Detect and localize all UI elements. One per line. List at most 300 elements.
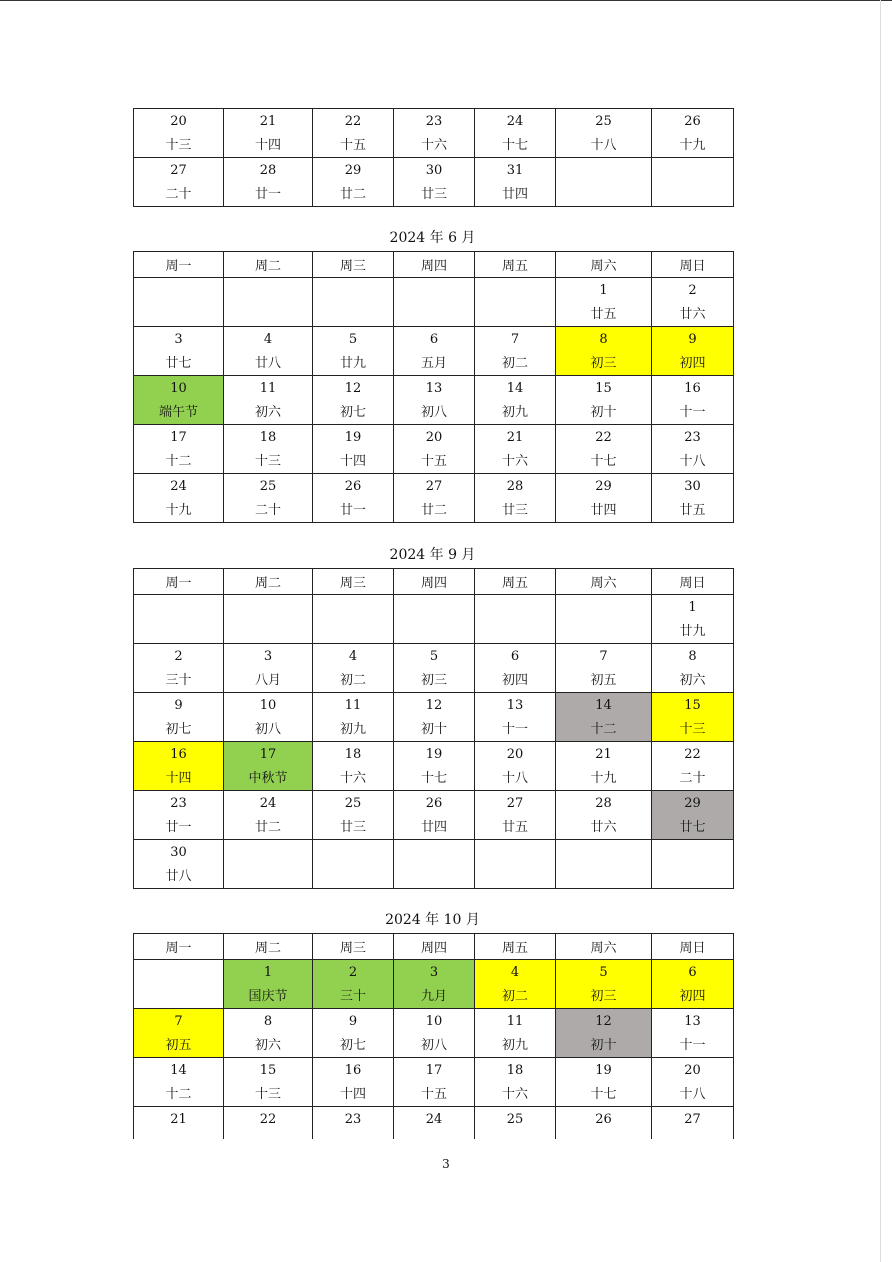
lunar-day: 十二 (165, 1087, 192, 1102)
week-row (134, 1009, 734, 1058)
day-cell (224, 960, 313, 1009)
solar-day: 12 (344, 381, 362, 396)
day-cell (556, 376, 652, 425)
solar-day: 21 (170, 1112, 187, 1127)
day-cell (556, 474, 652, 523)
solar-day: 21 (259, 114, 277, 129)
lunar-day: 八月 (254, 673, 281, 688)
day-cell (394, 109, 475, 158)
day-cell (394, 1058, 475, 1107)
lunar-day: 五月 (420, 356, 447, 371)
day-cell (556, 644, 652, 693)
day-cell (652, 474, 734, 523)
lunar-day: 十七 (590, 1087, 617, 1102)
solar-day: 24 (506, 114, 524, 129)
week-row (134, 109, 734, 158)
solar-day: 25 (344, 796, 362, 811)
lunar-day: 十九 (679, 138, 706, 153)
weekday-header: 周五 (475, 252, 556, 278)
solar-day: 24 (170, 479, 187, 494)
lunar-day: 十二 (165, 454, 192, 469)
solar-day: 26 (425, 796, 443, 811)
lunar-day: 初二 (501, 989, 528, 1004)
day-cell (134, 840, 224, 889)
empty-cell (134, 595, 224, 644)
weekday-header: 周六 (556, 252, 652, 278)
day-cell (652, 693, 734, 742)
lunar-day: 十六 (339, 771, 366, 786)
solar-day: 4 (263, 332, 273, 347)
lunar-day: 十三 (165, 138, 192, 153)
lunar-day: 二十 (679, 771, 706, 786)
day-cell (134, 1058, 224, 1107)
lunar-day: 廿四 (501, 187, 528, 202)
day-cell (394, 1107, 475, 1140)
lunar-day: 初七 (339, 1038, 366, 1053)
weekday-header: 周日 (652, 252, 734, 278)
solar-day: 17 (259, 747, 277, 762)
lunar-day: 廿三 (339, 820, 366, 835)
solar-day: 20 (506, 747, 524, 762)
month-title: 2024 年 10 月 (385, 912, 480, 928)
solar-day: 30 (170, 845, 187, 860)
calendar-table (133, 933, 734, 1139)
day-cell (652, 1058, 734, 1107)
solar-day: 28 (259, 163, 277, 178)
lunar-day: 初十 (590, 405, 617, 420)
day-cell (134, 474, 224, 523)
solar-day: 10 (259, 698, 277, 713)
weekday-header-row (134, 934, 734, 960)
lunar-day: 十八 (590, 138, 617, 153)
day-cell (134, 327, 224, 376)
week-row (134, 327, 734, 376)
solar-day: 9 (688, 332, 697, 347)
solar-day: 26 (684, 114, 701, 129)
lunar-day: 十八 (679, 454, 706, 469)
solar-day: 2 (348, 965, 358, 980)
lunar-day: 初四 (679, 989, 706, 1004)
solar-day: 18 (259, 430, 277, 445)
day-cell (224, 158, 313, 207)
lunar-day: 廿三 (501, 503, 528, 518)
day-cell (224, 109, 313, 158)
solar-day: 14 (170, 1063, 187, 1078)
day-cell (134, 644, 224, 693)
day-cell (652, 327, 734, 376)
lunar-day: 初六 (254, 1038, 281, 1053)
day-cell (556, 1009, 652, 1058)
week-row (134, 644, 734, 693)
solar-day: 30 (684, 479, 701, 494)
lunar-day: 廿二 (254, 820, 281, 835)
empty-cell (394, 278, 475, 327)
day-cell (134, 376, 224, 425)
solar-day: 13 (506, 698, 524, 713)
solar-day: 2 (688, 283, 697, 298)
weekday-header: 周六 (556, 569, 652, 595)
day-cell (652, 425, 734, 474)
lunar-day: 初十 (420, 722, 447, 737)
weekday-header: 周二 (224, 252, 313, 278)
solar-day: 9 (174, 698, 183, 713)
solar-day: 6 (688, 965, 697, 980)
day-cell (556, 109, 652, 158)
solar-day: 11 (506, 1014, 524, 1029)
solar-day: 3 (174, 332, 183, 347)
solar-day: 28 (595, 796, 612, 811)
day-cell (224, 425, 313, 474)
day-cell (224, 376, 313, 425)
month-title: 2024 年 6 月 (389, 230, 476, 246)
weekday-header: 周三 (313, 934, 394, 960)
day-cell (556, 791, 652, 840)
weekday-header-row (134, 252, 734, 278)
day-cell (224, 644, 313, 693)
day-cell (224, 1058, 313, 1107)
lunar-day: 初三 (590, 356, 617, 371)
lunar-day: 初九 (339, 722, 366, 737)
day-cell (224, 742, 313, 791)
lunar-day: 十四 (165, 771, 192, 786)
lunar-day: 初二 (339, 673, 366, 688)
empty-cell (556, 158, 652, 207)
lunar-day: 十五 (420, 1087, 447, 1102)
day-cell (652, 791, 734, 840)
lunar-day: 十三 (679, 722, 706, 737)
day-cell (652, 278, 734, 327)
day-cell (475, 693, 556, 742)
lunar-day: 初三 (590, 989, 617, 1004)
lunar-day: 十六 (501, 1087, 528, 1102)
solar-day: 13 (684, 1014, 701, 1029)
solar-day: 17 (425, 1063, 443, 1078)
day-cell (313, 791, 394, 840)
lunar-day: 国庆节 (248, 989, 288, 1004)
day-cell (556, 1058, 652, 1107)
day-cell (652, 1009, 734, 1058)
calendar-table (133, 108, 734, 207)
weekday-header: 周五 (475, 934, 556, 960)
week-row (134, 791, 734, 840)
day-cell (394, 1009, 475, 1058)
empty-cell (313, 595, 394, 644)
solar-day: 8 (688, 649, 697, 664)
solar-day: 6 (510, 649, 520, 664)
solar-day: 29 (344, 163, 362, 178)
empty-cell (475, 595, 556, 644)
lunar-day: 初九 (501, 405, 528, 420)
solar-day: 4 (348, 649, 358, 664)
solar-day: 25 (259, 479, 277, 494)
day-cell (556, 1107, 652, 1140)
solar-day: 14 (595, 698, 612, 713)
empty-cell (652, 840, 734, 889)
solar-day: 14 (506, 381, 524, 396)
solar-day: 15 (595, 381, 612, 396)
day-cell (475, 1107, 556, 1140)
solar-day: 15 (684, 698, 701, 713)
day-cell (394, 376, 475, 425)
solar-day: 11 (344, 698, 362, 713)
solar-day: 4 (510, 965, 520, 980)
lunar-day: 初七 (339, 405, 366, 420)
lunar-day: 廿七 (679, 820, 706, 835)
solar-day: 18 (506, 1063, 524, 1078)
solar-day: 20 (425, 430, 443, 445)
lunar-day: 初二 (501, 356, 528, 371)
week-row (134, 376, 734, 425)
lunar-day: 十一 (679, 405, 706, 420)
empty-cell (556, 840, 652, 889)
day-cell (134, 742, 224, 791)
day-cell (134, 109, 224, 158)
day-cell (313, 1009, 394, 1058)
solar-day: 8 (263, 1014, 273, 1029)
day-cell (652, 960, 734, 1009)
day-cell (475, 474, 556, 523)
solar-day: 11 (259, 381, 277, 396)
lunar-day: 廿五 (590, 307, 617, 322)
solar-day: 6 (429, 332, 439, 347)
lunar-day: 十六 (501, 454, 528, 469)
lunar-day: 十一 (679, 1038, 706, 1053)
lunar-day: 二十 (165, 187, 192, 202)
empty-cell (134, 960, 224, 1009)
solar-day: 1 (599, 283, 608, 298)
day-cell (475, 425, 556, 474)
weekday-header: 周四 (394, 934, 475, 960)
week-row (134, 425, 734, 474)
solar-day: 31 (506, 163, 524, 178)
weekday-header: 周四 (394, 252, 475, 278)
lunar-day: 十五 (420, 454, 447, 469)
weekday-header: 周一 (134, 569, 224, 595)
lunar-day: 廿四 (420, 820, 447, 835)
week-row (134, 840, 734, 889)
lunar-day: 廿七 (165, 356, 192, 371)
lunar-day: 廿五 (501, 820, 528, 835)
solar-day: 25 (595, 114, 612, 129)
weekday-header: 周四 (394, 569, 475, 595)
lunar-day: 廿九 (679, 624, 706, 639)
empty-cell (134, 278, 224, 327)
empty-cell (394, 840, 475, 889)
day-cell (556, 327, 652, 376)
page-top-border (0, 0, 892, 1)
day-cell (652, 644, 734, 693)
day-cell (556, 278, 652, 327)
solar-day: 13 (425, 381, 443, 396)
solar-day: 23 (684, 430, 701, 445)
weekday-header: 周二 (224, 934, 313, 960)
lunar-day: 十四 (339, 454, 366, 469)
solar-day: 19 (344, 430, 362, 445)
solar-day: 24 (425, 1112, 443, 1127)
solar-day: 26 (344, 479, 362, 494)
solar-day: 26 (595, 1112, 612, 1127)
solar-day: 27 (684, 1112, 701, 1127)
lunar-day: 二十 (254, 503, 281, 518)
day-cell (394, 644, 475, 693)
week-row (134, 742, 734, 791)
solar-day: 27 (425, 479, 443, 494)
lunar-day: 十四 (254, 138, 281, 153)
day-cell (313, 960, 394, 1009)
lunar-day: 端午节 (158, 405, 198, 420)
day-cell (475, 327, 556, 376)
day-cell (652, 595, 734, 644)
solar-day: 20 (170, 114, 187, 129)
lunar-day: 廿五 (679, 503, 706, 518)
solar-day: 9 (348, 1014, 358, 1029)
empty-cell (224, 278, 313, 327)
day-cell (224, 791, 313, 840)
lunar-day: 十四 (339, 1087, 366, 1102)
lunar-day: 廿九 (339, 356, 366, 371)
solar-day: 5 (429, 649, 439, 664)
lunar-day: 十八 (501, 771, 528, 786)
weekday-header-row (134, 569, 734, 595)
day-cell (394, 960, 475, 1009)
day-cell (475, 109, 556, 158)
day-cell (224, 693, 313, 742)
day-cell (134, 791, 224, 840)
day-cell (475, 376, 556, 425)
empty-cell (652, 158, 734, 207)
empty-cell (475, 840, 556, 889)
solar-day: 12 (425, 698, 443, 713)
solar-day: 22 (259, 1112, 277, 1127)
day-cell (134, 1107, 224, 1140)
day-cell (475, 1058, 556, 1107)
week-row (134, 158, 734, 207)
empty-cell (224, 840, 313, 889)
day-cell (475, 960, 556, 1009)
page-right-edge (880, 0, 881, 1262)
day-cell (394, 693, 475, 742)
day-cell (313, 158, 394, 207)
day-cell (652, 109, 734, 158)
lunar-day: 廿六 (679, 307, 706, 322)
day-cell (313, 693, 394, 742)
lunar-day: 十八 (679, 1087, 706, 1102)
lunar-day: 初七 (165, 722, 192, 737)
solar-day: 5 (599, 965, 608, 980)
lunar-day: 初四 (501, 673, 528, 688)
day-cell (556, 742, 652, 791)
solar-day: 16 (344, 1063, 362, 1078)
solar-day: 19 (595, 1063, 612, 1078)
lunar-day: 廿四 (590, 503, 617, 518)
weekday-header: 周三 (313, 569, 394, 595)
solar-day: 12 (595, 1014, 612, 1029)
week-row (134, 595, 734, 644)
solar-day: 22 (684, 747, 701, 762)
empty-cell (475, 278, 556, 327)
solar-day: 15 (259, 1063, 277, 1078)
day-cell (313, 109, 394, 158)
weekday-header: 周二 (224, 569, 313, 595)
weekday-header: 周三 (313, 252, 394, 278)
day-cell (224, 1009, 313, 1058)
weekday-header: 周一 (134, 252, 224, 278)
solar-day: 3 (429, 965, 439, 980)
lunar-day: 十二 (590, 722, 617, 737)
day-cell (134, 1009, 224, 1058)
lunar-day: 十七 (501, 138, 528, 153)
solar-day: 1 (688, 600, 697, 615)
day-cell (475, 742, 556, 791)
day-cell (556, 425, 652, 474)
day-cell (394, 791, 475, 840)
lunar-day: 初八 (254, 722, 281, 737)
solar-day: 16 (684, 381, 701, 396)
solar-day: 18 (344, 747, 362, 762)
day-cell (475, 1009, 556, 1058)
lunar-day: 十五 (339, 138, 366, 153)
solar-day: 24 (259, 796, 277, 811)
lunar-day: 十三 (254, 1087, 281, 1102)
lunar-day: 廿一 (339, 503, 366, 518)
solar-day: 29 (684, 796, 701, 811)
lunar-day: 初四 (679, 356, 706, 371)
lunar-day: 廿八 (254, 356, 281, 371)
solar-day: 27 (506, 796, 524, 811)
solar-day: 29 (595, 479, 612, 494)
lunar-day: 十一 (501, 722, 528, 737)
lunar-day: 廿一 (254, 187, 281, 202)
empty-cell (313, 278, 394, 327)
month-title: 2024 年 9 月 (389, 547, 476, 563)
day-cell (134, 693, 224, 742)
lunar-day: 初九 (501, 1038, 528, 1053)
solar-day: 23 (170, 796, 187, 811)
day-cell (313, 1058, 394, 1107)
solar-day: 20 (684, 1063, 701, 1078)
lunar-day: 十七 (590, 454, 617, 469)
solar-day: 28 (506, 479, 524, 494)
lunar-day: 初五 (590, 673, 617, 688)
solar-day: 21 (506, 430, 524, 445)
lunar-day: 十九 (590, 771, 617, 786)
lunar-day: 十九 (165, 503, 192, 518)
day-cell (475, 644, 556, 693)
day-cell (313, 474, 394, 523)
solar-day: 30 (425, 163, 443, 178)
solar-day: 21 (595, 747, 612, 762)
solar-day: 1 (263, 965, 273, 980)
day-cell (313, 327, 394, 376)
day-cell (652, 742, 734, 791)
day-cell (475, 158, 556, 207)
lunar-day: 初三 (420, 673, 447, 688)
empty-cell (556, 595, 652, 644)
solar-day: 27 (170, 163, 187, 178)
day-cell (313, 425, 394, 474)
lunar-day: 廿二 (420, 503, 447, 518)
solar-day: 22 (344, 114, 362, 129)
lunar-day: 三十 (339, 989, 366, 1004)
day-cell (224, 327, 313, 376)
week-row (134, 693, 734, 742)
lunar-day: 初十 (590, 1038, 617, 1053)
day-cell (134, 158, 224, 207)
day-cell (652, 376, 734, 425)
solar-day: 8 (599, 332, 608, 347)
day-cell (394, 474, 475, 523)
solar-day: 7 (174, 1014, 183, 1029)
